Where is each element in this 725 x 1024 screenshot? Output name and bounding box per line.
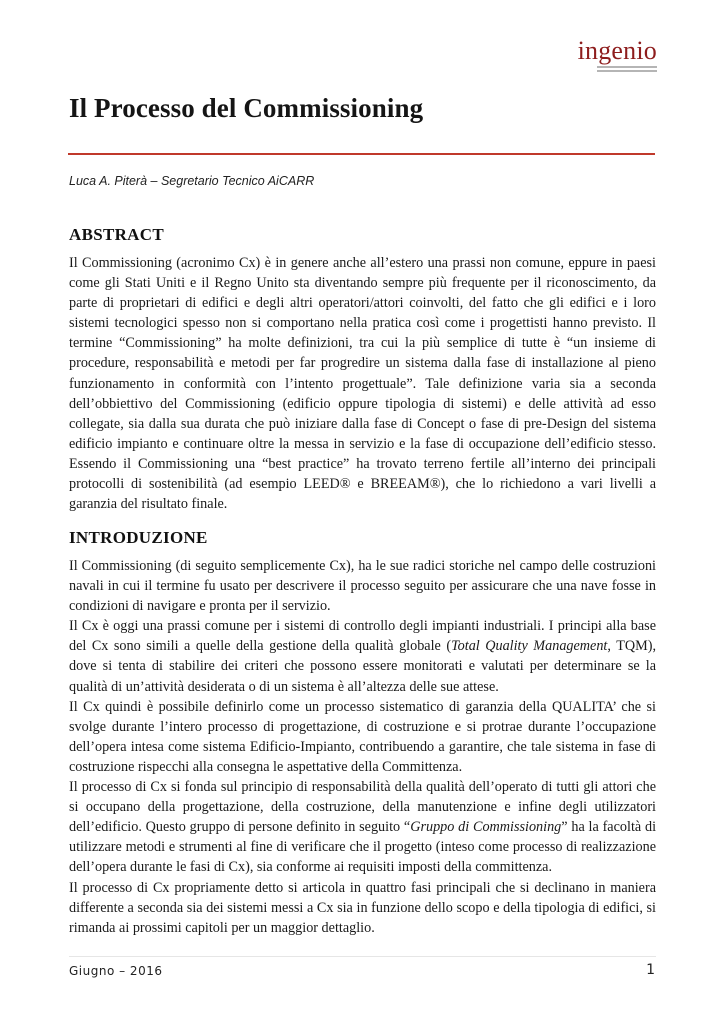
page-number: 1 [646, 962, 655, 978]
title-divider [68, 153, 655, 155]
text-run: Il Commissioning (di seguito semplicemente Cx), ha le sue radici storiche nel campo delle costruzioni navali in cui il termine fu usato per descrivere il processo seguito per assicurare che una nave fosse in condizioni di navigare e pronta per il servizio. [69, 558, 656, 615]
footer-divider [69, 956, 656, 957]
paragraph [69, 878, 656, 938]
text-run: ” ha la facoltà di utilizzare metodi e strumenti al fine di verificare che il progetto (inteso come processo di realizzazione dell’opera durante le fasi di Cx), sia conforme ai requisiti imposti della committenza. [69, 819, 657, 876]
text-run: Il Cx è oggi una prassi comune per i sistemi di controllo degli impianti industriali. I principi alla base del Cx sono simili a quelle della gestione della qualità globale ( [69, 618, 656, 655]
logo-wordmark: ingenio [577, 36, 657, 65]
abstract-heading: ABSTRACT [69, 225, 164, 244]
text-run: Il Cx quindi è possibile definirlo come un processo sistematico di garanzia della QUALITA’ che si svolge durante l’intero processo di progettazione, di costruzione e si protrae durante l’occupazione dell’opera intesa come sistema Edificio-Impianto, contribuendo a garantire, che tale sistema in fase di costruzione rispecchi alla consegna le aspettative della Committenza. [69, 698, 656, 775]
paragraph [69, 556, 656, 616]
ingenio-logo [567, 38, 657, 80]
paragraph [69, 253, 656, 514]
text-run: Il Commissioning (acronimo Cx) è in genere anche all’estero una prassi non comune, eppure in paesi come gli Stati Uniti e il Regno Unito sta diventando sempre più frequente per il riconoscimento, da parte di proprietari di edifici e degli altri operatori/attori coinvolti, del fatto che gli edifici e i loro sistemi tecnologici spesso non si comportano nella pratica così come i progettisti hanno previsto. Il termine “Commissioning” ha molte definizioni, tra cui la più semplice di tutte è “un insieme di procedure, responsabilità e metodi per far progredire un sistema dalla fase di installazione al pieno funzionamento in conformità con l’intento progettuale”. Tale definizione varia sia a seconda dell’obbiettivo del Commissioning (edificio oppure tipologia di sistemi) e delle attività ad esso collegate, sia dalla sua durata che può iniziare dalla fase di Concept o fase di pre-Design del sistema edificio impianto e continuare oltre la messa in servizio e la fase di occupazione dell’edificio stesso. Essendo il Commissioning una “best practice” ha trovato terreno fertile all’interno dei principali protocolli di sostenibilità (ad esempio LEED® e BREEAM®), che lo richiedono a vari livelli a garanzia del risultato finale. [69, 255, 656, 513]
introduction-body [69, 556, 656, 938]
abstract-section [69, 225, 656, 514]
text-run: , TQM), dove si tenta di stabilire dei criteri che possono essere monitorati e valutati per determinare se la qualità di un’attività desiderata o di un sistema è all’altezza delle sue attese. [69, 638, 656, 695]
page-title: Il Processo del Commissioning [69, 93, 424, 123]
text-run: Il processo di Cx propriamente detto si articola in quattro fasi principali che si declinano in maniera differente a seconda sia dei sistemi messi a Cx sia in funzione dello scopo e della tipologia di edifici, si rimanda ai prossimi capitoli per un maggior dettaglio. [69, 879, 656, 936]
paragraph [69, 616, 656, 696]
text-run: Il processo di Cx si fonda sul principio di responsabilità della qualità dell’operato di tutti gli attori che si occupano della progettazione, della costruzione, della manutenzione e infine degli utilizzatori dell’edificio. Questo gruppo di persone definito in seguito “ [69, 779, 656, 836]
author-line: Luca A. Piterà – Segretario Tecnico AiCARR [69, 174, 315, 188]
footer-date: Giugno – 2016 [69, 964, 163, 978]
italic-term: Total Quality Management [451, 638, 608, 655]
introduction-heading: INTRODUZIONE [69, 528, 208, 547]
paragraph [69, 697, 656, 777]
abstract-body [69, 253, 656, 514]
paragraph [69, 777, 656, 877]
logo-tagline-graphic [567, 66, 657, 72]
introduction-section [69, 528, 656, 938]
italic-term: Gruppo di Commissioning [410, 819, 562, 836]
